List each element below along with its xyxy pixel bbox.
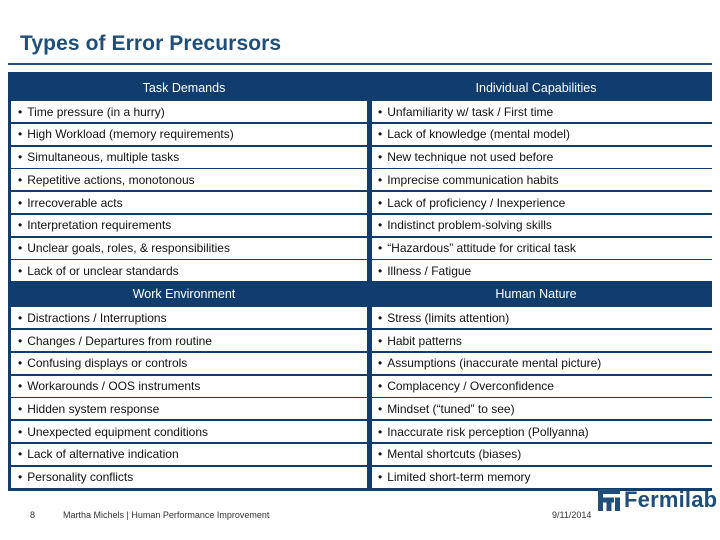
precursor-text: High Workload (memory requirements) <box>27 127 234 142</box>
precursor-text: Lack of or unclear standards <box>27 263 179 278</box>
table-row <box>8 353 712 374</box>
left-cell <box>11 215 367 236</box>
precursor-text: Workarounds / OOS instruments <box>27 379 201 393</box>
precursor-text: Assumptions (inaccurate mental picture) <box>387 356 602 371</box>
left-cell <box>11 147 367 168</box>
bullet-icon: • <box>18 104 23 119</box>
header-human-nature: Human Nature <box>495 287 577 302</box>
precursor-text: Lack of proficiency / Inexperience <box>387 195 566 210</box>
section-rows-1 <box>8 101 712 281</box>
left-cell <box>11 238 367 259</box>
right-cell <box>372 330 712 351</box>
precursor-text: Interpretation requirements <box>27 218 172 233</box>
right-cell <box>372 398 712 419</box>
left-cell <box>11 398 367 419</box>
left-cell <box>11 421 367 442</box>
right-cell <box>372 421 712 442</box>
precursor-text: Unclear goals, roles, & responsibilities <box>27 241 230 255</box>
precursor-text: Mental shortcuts (biases) <box>387 447 522 462</box>
left-cell <box>11 307 367 328</box>
precursor-text: Personality conflicts <box>27 470 134 484</box>
left-cell <box>11 467 367 488</box>
precursor-text: Changes / Departures from routine <box>27 333 212 348</box>
bullet-icon: • <box>18 150 23 164</box>
table-row <box>8 307 712 328</box>
bullet-icon: • <box>377 424 383 439</box>
bullet-icon: • <box>377 379 383 393</box>
precursor-text: Confusing displays or controls <box>27 356 188 371</box>
precursor-text: Complacency / Overconfidence <box>387 379 554 393</box>
title-underline <box>8 63 712 65</box>
precursor-text: Imprecise communication habits <box>387 172 559 187</box>
bullet-icon: • <box>377 333 383 348</box>
bullet-icon: • <box>377 104 383 119</box>
section-header-2 <box>8 281 712 307</box>
logo-text: Fermilab <box>624 487 718 512</box>
left-cell <box>11 330 367 351</box>
bullet-icon: • <box>18 447 23 462</box>
table-row <box>8 444 712 465</box>
table-row <box>8 192 712 213</box>
table-row <box>8 238 712 259</box>
precursor-text: Habit patterns <box>387 333 462 348</box>
bullet-icon: • <box>377 195 383 210</box>
left-cell <box>11 124 367 145</box>
precursor-text: Hidden system response <box>27 401 160 416</box>
right-cell <box>372 376 712 397</box>
right-cell <box>372 467 712 488</box>
bullet-icon: • <box>18 263 23 278</box>
header-individual-capabilities: Individual Capabilities <box>475 81 597 95</box>
table-row <box>8 376 712 397</box>
right-cell <box>372 260 712 281</box>
precursor-text: Irrecoverable acts <box>27 195 123 210</box>
section-header-1 <box>8 75 712 101</box>
table-row <box>8 467 712 488</box>
bullet-icon: • <box>18 333 23 348</box>
precursor-text: Unfamiliarity w/ task / First time <box>387 104 554 119</box>
header-work-environment: Work Environment <box>132 287 236 302</box>
slide-title: Types of Error Precursors <box>20 32 282 55</box>
precursor-text: New technique not used before <box>387 150 554 164</box>
bullet-icon: • <box>377 356 383 371</box>
bullet-icon: • <box>18 424 23 439</box>
bullet-icon: • <box>18 195 23 210</box>
bullet-icon: • <box>18 127 23 142</box>
bullet-icon: • <box>18 401 23 416</box>
header-task-demands: Task Demands <box>142 81 226 95</box>
table-row <box>8 330 712 351</box>
right-cell <box>372 215 712 236</box>
left-cell <box>11 192 367 213</box>
precursor-text: Unexpected equipment conditions <box>27 424 208 439</box>
fermilab-mark-icon <box>598 489 620 511</box>
footer-date: 9/11/2014 <box>552 510 592 520</box>
page-number: 8 <box>30 510 36 520</box>
table-row <box>8 398 712 419</box>
left-cell <box>11 353 367 374</box>
table-row <box>8 169 712 190</box>
footer-author: Martha Michels | Human Performance Improvement <box>63 510 270 520</box>
bullet-icon: • <box>377 241 383 255</box>
bullet-icon: • <box>377 127 383 142</box>
right-cell <box>372 307 712 328</box>
section-rows-2 <box>8 307 712 487</box>
left-cell <box>11 444 367 465</box>
precursor-table <box>8 72 712 491</box>
right-cell <box>372 353 712 374</box>
bullet-icon: • <box>377 218 383 233</box>
bullet-icon: • <box>18 470 23 484</box>
right-cell <box>372 101 712 122</box>
fermilab-logo <box>598 487 717 513</box>
bullet-icon: • <box>18 172 23 187</box>
bullet-icon: • <box>377 447 383 462</box>
left-cell <box>11 169 367 190</box>
bullet-icon: • <box>18 310 23 325</box>
bullet-icon: • <box>377 401 383 416</box>
right-cell <box>372 124 712 145</box>
precursor-text: “Hazardous” attitude for critical task <box>387 241 576 255</box>
precursor-text: Repetitive actions, monotonous <box>27 172 195 187</box>
precursor-text: Stress (limits attention) <box>387 310 510 325</box>
precursor-text: Limited short-term memory <box>387 470 531 484</box>
right-cell <box>372 444 712 465</box>
left-cell <box>11 260 367 281</box>
bullet-icon: • <box>377 263 383 278</box>
right-cell <box>372 147 712 168</box>
right-cell <box>372 192 712 213</box>
bullet-icon: • <box>377 310 383 325</box>
left-cell <box>11 101 367 122</box>
table-row <box>8 124 712 145</box>
bullet-icon: • <box>377 470 383 484</box>
table-row <box>8 260 712 281</box>
precursor-text: Simultaneous, multiple tasks <box>27 150 180 164</box>
precursor-text: Distractions / Interruptions <box>27 310 167 325</box>
bullet-icon: • <box>377 172 383 187</box>
left-cell <box>11 376 367 397</box>
precursor-text: Lack of knowledge (mental model) <box>387 127 570 142</box>
precursor-text: Illness / Fatigue <box>387 263 472 278</box>
right-cell <box>372 169 712 190</box>
bullet-icon: • <box>18 241 23 255</box>
precursor-text: Time pressure (in a hurry) <box>27 104 165 119</box>
precursor-text: Indistinct problem-solving skills <box>387 218 552 233</box>
precursor-text: Lack of alternative indication <box>27 447 179 462</box>
table-row <box>8 215 712 236</box>
right-cell <box>372 238 712 259</box>
bullet-icon: • <box>18 356 23 371</box>
bullet-icon: • <box>18 218 23 233</box>
bullet-icon: • <box>18 379 23 393</box>
table-row <box>8 101 712 122</box>
bullet-icon: • <box>377 150 383 164</box>
table-row <box>8 421 712 442</box>
table-row <box>8 147 712 168</box>
precursor-text: Inaccurate risk perception (Pollyanna) <box>387 424 589 439</box>
precursor-text: Mindset (“tuned” to see) <box>387 401 515 416</box>
